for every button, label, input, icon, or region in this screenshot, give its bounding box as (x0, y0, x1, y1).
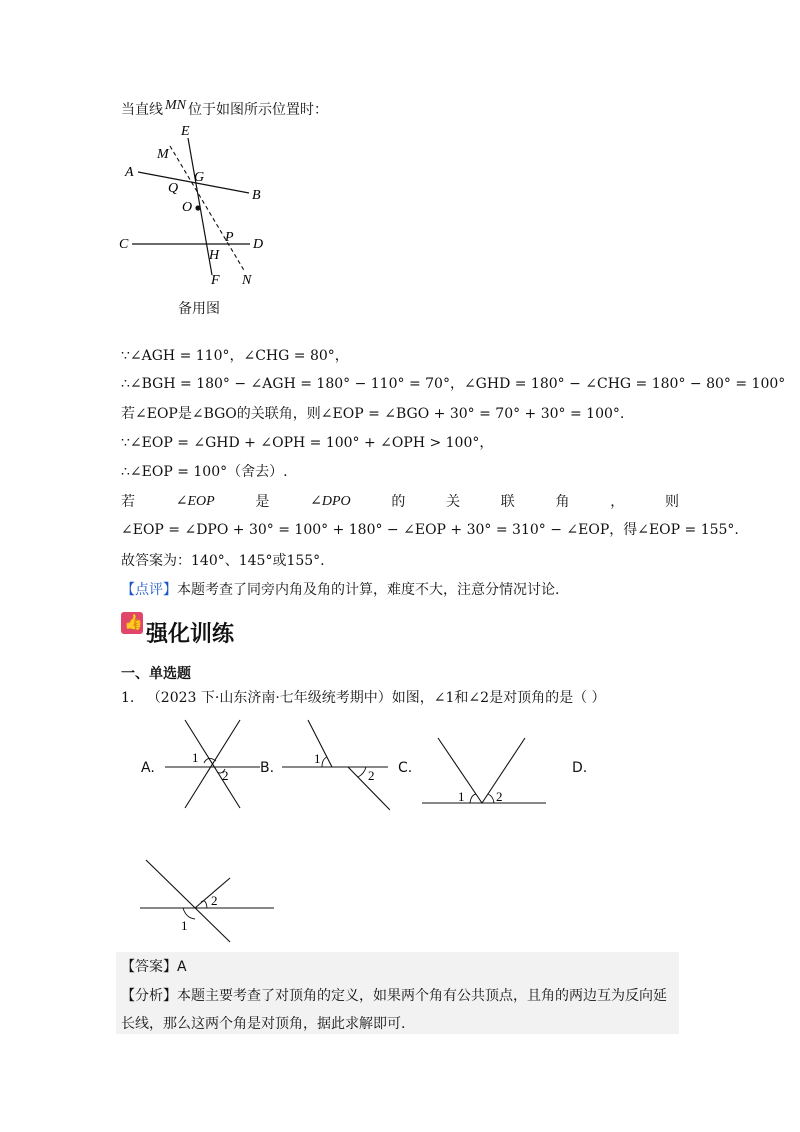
question-source: （2023 下·山东济南·七年级统考期中） (146, 690, 392, 706)
line6-word-3: 是 (255, 494, 270, 510)
line6-word-8: 角 (555, 494, 570, 510)
solution-line-5: ∴∠EOP = 100°（舍去）. (121, 464, 288, 480)
comment-tag: 【点评】 (121, 582, 177, 598)
intro-suffix: 位于如图所示位置时： (188, 102, 328, 118)
solution-line-6 (121, 492, 679, 512)
comment-text: 本题考查了同旁内角及角的计算，难度不大，注意分情况讨论. (177, 582, 560, 598)
option-c-angle-2: 2 (496, 789, 503, 804)
option-d-figure (138, 856, 278, 946)
question-line (121, 688, 606, 708)
option-a-label: A. (141, 760, 155, 776)
label-b: B (252, 188, 261, 203)
answer-line (121, 957, 187, 977)
solution-line-2: ∴∠BGH = 180° − ∠AGH = 180° − 110° = 70°，∠GHD = 180° − ∠CHG = 180° − 80° = 100° (121, 376, 786, 392)
option-a-figure (160, 716, 270, 816)
label-a: A (125, 165, 134, 180)
solution-line-1: ∵∠AGH = 110°，∠CHG = 80°， (121, 348, 349, 364)
option-d-angle-2: 2 (211, 893, 218, 908)
reference-figure (115, 120, 315, 290)
option-c-label: C. (398, 760, 413, 776)
section-subtitle: 一、单选题 (121, 666, 191, 682)
line6-word-7: 联 (500, 494, 515, 510)
question-text: 如图，∠1和∠2是对顶角的是（ ） (391, 690, 606, 706)
answer-tag: 【答案】 (121, 959, 177, 975)
line6-word-4: ∠DPO (310, 494, 351, 509)
option-a-angle-1: 1 (192, 750, 199, 765)
label-c: C (119, 237, 129, 252)
option-b-angle-1: 1 (314, 751, 321, 766)
label-e: E (181, 124, 190, 139)
intro-line (121, 100, 328, 121)
option-b-figure (280, 716, 390, 816)
solution-line-7: ∠EOP = ∠DPO + 30° = 100° + 180° − ∠EOP + 30° = 310° − ∠EOP，得∠EOP = 155°. (121, 522, 739, 538)
line6-word-9: ， (610, 494, 625, 510)
line6-word-5: 的 (391, 494, 406, 510)
answer-value: A (177, 959, 187, 975)
label-m: M (157, 147, 169, 162)
option-b-label: B. (260, 760, 275, 776)
label-p: P (225, 230, 234, 245)
figure-caption: 备用图 (178, 301, 220, 317)
analysis-text-1: 本题主要考查了对顶角的定义，如果两个角有公共顶点，且角的两边互为反向延 (177, 988, 667, 1004)
label-h: H (209, 248, 220, 263)
label-o: O (182, 200, 193, 215)
analysis-line-2: 长线，那么这两个角是对顶角，据此求解即可. (121, 1016, 406, 1032)
solution-line-3: 若∠EOP是∠BGO的关联角，则∠EOP = ∠BGO + 30° = 70° + 30° = 100°. (121, 406, 625, 422)
question-number: 1. (121, 690, 135, 706)
line6-word-6: 关 (446, 494, 461, 510)
analysis-tag: 【分析】 (121, 988, 177, 1004)
label-f: F (211, 273, 220, 288)
option-c-angle-1: 1 (458, 789, 465, 804)
label-g: G (194, 170, 205, 185)
label-q: Q (168, 181, 179, 196)
analysis-line-1 (121, 986, 667, 1006)
intro-prefix: 当直线 (121, 102, 163, 118)
option-a-angle-2: 2 (222, 768, 229, 783)
solution-line-8: 故答案为：140°、145°或155°. (121, 553, 325, 569)
line6-word-10: 则 (664, 494, 679, 510)
label-d: D (253, 237, 264, 252)
option-b-angle-2: 2 (368, 768, 375, 783)
option-d-angle-1: 1 (181, 918, 188, 933)
label-n: N (242, 273, 252, 288)
option-d-label: D. (572, 760, 588, 776)
section-title: 强化训练 (146, 622, 235, 647)
point-o (195, 205, 200, 210)
comment-line (121, 580, 559, 600)
intro-mn: MN (165, 98, 186, 113)
solution-line-4: ∵∠EOP = ∠GHD + ∠OPH = 100° + ∠OPH > 100°， (121, 435, 494, 451)
line6-word-1: 若 (121, 494, 135, 510)
line6-word-2: ∠EOP (175, 494, 215, 509)
option-c-figure (420, 734, 550, 834)
thumbs-up-icon: 👍 (121, 612, 143, 634)
